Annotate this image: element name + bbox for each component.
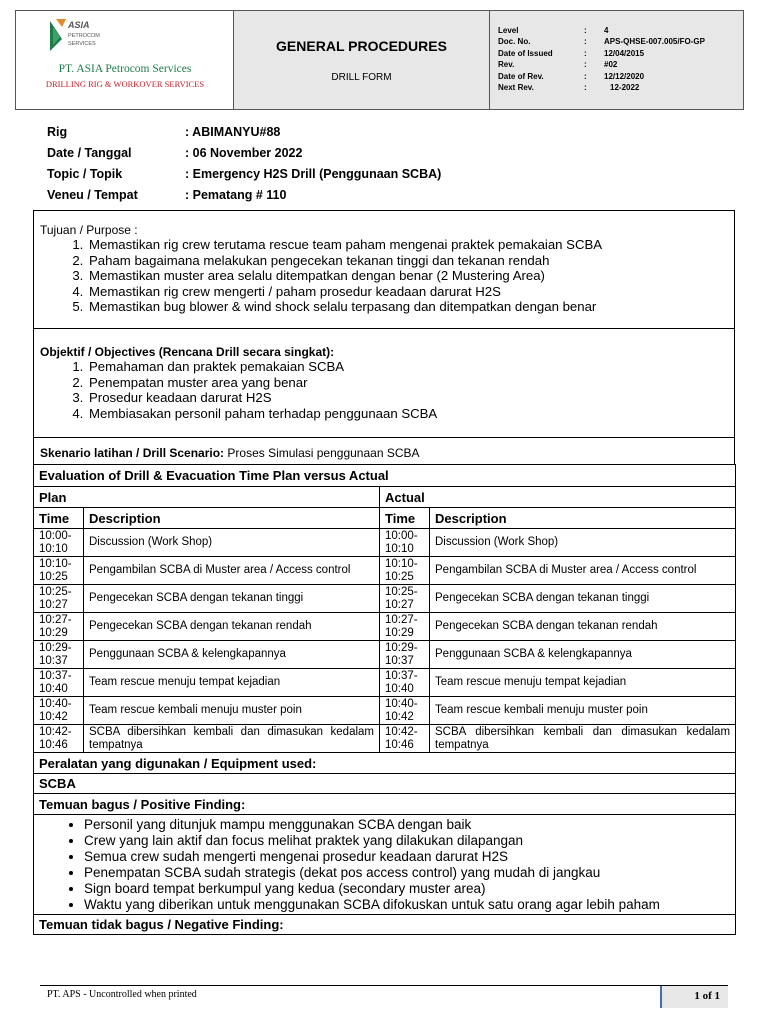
list-item: • Crew yang lain aktif dan focus melihat praktek yang dilakukan dilapangan	[84, 833, 735, 849]
plan-actual-row	[34, 487, 736, 508]
info-label: Rig	[47, 125, 68, 139]
meta-value: 12-2022	[610, 83, 640, 92]
plan-time: 10:25-10:27	[34, 585, 84, 613]
actual-time: 10:40-10:42	[380, 697, 430, 725]
plan-time: 10:37-10:40	[34, 669, 84, 697]
list-item: 2. Penempatan muster area yang benar	[87, 375, 437, 391]
logo-word-2: PETROCOM	[68, 33, 100, 39]
plan-desc: Pengecekan SCBA dengan tekanan rendah	[84, 613, 380, 641]
plan-time: 10:27-10:29	[34, 613, 84, 641]
actual-desc: Pengecekan SCBA dengan tekanan rendah	[430, 613, 736, 641]
actual-desc: Pengecekan SCBA dengan tekanan tinggi	[430, 585, 736, 613]
meta-date-rev	[498, 71, 644, 82]
table-title-row	[34, 465, 736, 487]
plan-desc: Penggunaan SCBA & kelengkapannya	[84, 641, 380, 669]
meta-label: Date of Issued	[498, 49, 553, 58]
actual-header: Actual	[380, 487, 736, 508]
list-item: 5. Memastikan bug blower & wind shock selalu terpasang dan ditempatkan dengan benar	[87, 299, 602, 315]
meta-label: Doc. No.	[498, 37, 531, 46]
plan-time-header: Time	[34, 508, 84, 529]
list-item: • Waktu yang diberikan untuk menggunakan SCBA difokuskan untuk satu orang agar lebih paham	[84, 897, 735, 913]
info-label: Date / Tanggal	[47, 146, 132, 160]
table-row	[34, 613, 736, 641]
objectives-section	[33, 328, 735, 438]
info-venue	[47, 188, 286, 202]
plan-desc: Pengecekan SCBA dengan tekanan tinggi	[84, 585, 380, 613]
positive-label: Temuan bagus / Positive Finding:	[34, 794, 736, 815]
plan-header: Plan	[34, 487, 380, 508]
meta-value: #02	[604, 60, 618, 69]
table-row	[34, 557, 736, 585]
plan-desc: Discussion (Work Shop)	[84, 529, 380, 557]
meta-doc-no	[498, 36, 705, 47]
meta-label: Next Rev.	[498, 83, 534, 92]
table-row	[34, 669, 736, 697]
equipment-value-row	[34, 774, 736, 794]
column-header-row	[34, 508, 736, 529]
plan-time: 10:10-10:25	[34, 557, 84, 585]
meta-value: 12/12/2020	[604, 72, 645, 81]
list-item: 1. Pemahaman dan praktek pemakaian SCBA	[87, 359, 437, 375]
meta-value: 12/04/2015	[604, 49, 645, 58]
page-number-box	[660, 986, 728, 1008]
table-row	[34, 585, 736, 613]
positive-list-row	[34, 815, 736, 915]
info-value: : Emergency H2S Drill (Penggunaan SCBA)	[185, 167, 442, 181]
meta-next-rev	[498, 82, 639, 93]
plan-time: 10:29-10:37	[34, 641, 84, 669]
logo-word-3: SERVICES	[68, 41, 96, 47]
list-item: • Sign board tempat berkumpul yang kedua (secondary muster area)	[84, 881, 735, 897]
actual-time: 10:27-10:29	[380, 613, 430, 641]
form-name: DRILL FORM	[331, 72, 392, 83]
plan-time: 10:42-10:46	[34, 725, 84, 753]
plan-desc: SCBA dibersihkan kembali dan dimasukan kedalam tempatnya	[84, 725, 380, 753]
info-rig	[47, 125, 280, 139]
list-item: • Penempatan SCBA sudah strategis (dekat pos access control) yang mudah di jangkau	[84, 865, 735, 881]
list-item: • Semua crew sudah mengerti mengenai prosedur keadaan darurat H2S	[84, 849, 735, 865]
document-title: GENERAL PROCEDURES	[276, 38, 447, 54]
meta-label: Rev.	[498, 60, 515, 69]
info-value: : 06 November 2022	[185, 146, 303, 160]
plan-time: 10:00-10:10	[34, 529, 84, 557]
actual-time: 10:10-10:25	[380, 557, 430, 585]
info-value: : Pematang # 110	[185, 188, 287, 202]
meta-rev	[498, 59, 617, 70]
list-item: 1. Memastikan rig crew terutama rescue team paham mengenai praktek pemakaian SCBA	[87, 237, 602, 253]
meta-colon: :	[584, 60, 587, 69]
meta-colon: :	[584, 37, 587, 46]
negative-label: Temuan tidak bagus / Negative Finding:	[34, 915, 736, 935]
meta-label: Date of Rev.	[498, 72, 544, 81]
info-value: : ABIMANYU#88	[185, 125, 281, 139]
actual-time: 10:25-10:27	[380, 585, 430, 613]
objectives-list	[64, 359, 437, 421]
actual-desc: SCBA dibersihkan kembali dan dimasukan kedalam tempatnya	[430, 725, 736, 753]
meta-level	[498, 25, 608, 36]
meta-label: Level	[498, 26, 519, 35]
evaluation-table	[33, 464, 736, 935]
positive-label-row	[34, 794, 736, 815]
logo-word-1: ASIA	[68, 20, 90, 30]
scenario-label: Skenario latihan / Drill Scenario:	[40, 446, 225, 460]
plan-desc: Team rescue kembali menuju muster poin	[84, 697, 380, 725]
table-row	[34, 725, 736, 753]
evaluation-title: Evaluation of Drill & Evacuation Time Plan versus Actual	[34, 465, 736, 487]
company-logo	[48, 17, 100, 57]
actual-time: 10:42-10:46	[380, 725, 430, 753]
actual-time-header: Time	[380, 508, 430, 529]
page-number: 1 of 1	[694, 990, 720, 1002]
equipment-value: SCBA	[34, 774, 736, 794]
info-date	[47, 146, 302, 160]
list-item: 3. Memastikan muster area selalu ditempatkan dengan benar (2 Mustering Area)	[87, 268, 602, 284]
actual-desc: Team rescue kembali menuju muster poin	[430, 697, 736, 725]
info-label: Veneu / Tempat	[47, 188, 138, 202]
purpose-section	[33, 210, 735, 329]
footer-note: PT. APS - Uncontrolled when printed	[47, 989, 197, 1000]
scenario-row	[33, 437, 735, 465]
document-header	[15, 10, 744, 110]
plan-desc-header: Description	[84, 508, 380, 529]
meta-date-issued	[498, 48, 644, 59]
logo-cell	[16, 11, 234, 109]
meta-colon: :	[584, 83, 587, 92]
purpose-list	[64, 237, 602, 315]
objectives-title: Objektif / Objectives (Rencana Drill secara singkat):	[40, 345, 335, 359]
info-label: Topic / Topik	[47, 167, 123, 181]
list-item: 3. Prosedur keadaan darurat H2S	[87, 390, 437, 406]
actual-time: 10:37-10:40	[380, 669, 430, 697]
meta-colon: :	[584, 49, 587, 58]
meta-colon: :	[584, 72, 587, 81]
equipment-label: Peralatan yang digunakan / Equipment used:	[34, 753, 736, 774]
list-item: • Personil yang ditunjuk mampu menggunakan SCBA dengan baik	[84, 817, 735, 833]
info-topic	[47, 167, 441, 181]
actual-desc: Discussion (Work Shop)	[430, 529, 736, 557]
table-row	[34, 529, 736, 557]
meta-value: APS-QHSE-007.005/FO-GP	[604, 37, 705, 46]
actual-desc: Penggunaan SCBA & kelengkapannya	[430, 641, 736, 669]
list-item: 4. Memastikan rig crew mengerti / paham prosedur keadaan darurat H2S	[87, 284, 602, 300]
actual-desc: Team rescue menuju tempat kejadian	[430, 669, 736, 697]
positive-list-cell	[34, 815, 736, 915]
plan-time: 10:40-10:42	[34, 697, 84, 725]
list-item: 4. Membiasakan personil paham terhadap penggunaan SCBA	[87, 406, 437, 422]
actual-desc-header: Description	[430, 508, 736, 529]
plan-desc: Pengambilan SCBA di Muster area / Access control	[84, 557, 380, 585]
meta-value: 4	[604, 26, 609, 35]
plan-desc: Team rescue menuju tempat kejadian	[84, 669, 380, 697]
title-cell	[234, 11, 490, 109]
equipment-label-row	[34, 753, 736, 774]
actual-time: 10:00-10:10	[380, 529, 430, 557]
company-name: PT. ASIA Petrocom Services	[58, 63, 192, 75]
negative-label-row	[34, 915, 736, 935]
scenario-text	[40, 446, 420, 460]
actual-desc: Pengambilan SCBA di Muster area / Access control	[430, 557, 736, 585]
scenario-value: Proses Simulasi penggunaan SCBA	[224, 446, 420, 460]
footer-rule	[40, 985, 728, 986]
table-row	[34, 641, 736, 669]
company-division: DRILLING RIG & WORKOVER SERVICES	[45, 79, 205, 89]
table-row	[34, 697, 736, 725]
list-item: 2. Paham bagaimana melakukan pengecekan tekanan tinggi dan tekanan rendah	[87, 253, 602, 269]
purpose-title: Tujuan / Purpose :	[40, 223, 138, 237]
positive-list	[34, 817, 735, 913]
meta-colon: :	[584, 26, 587, 35]
actual-time: 10:29-10:37	[380, 641, 430, 669]
metadata-cell	[490, 11, 743, 109]
